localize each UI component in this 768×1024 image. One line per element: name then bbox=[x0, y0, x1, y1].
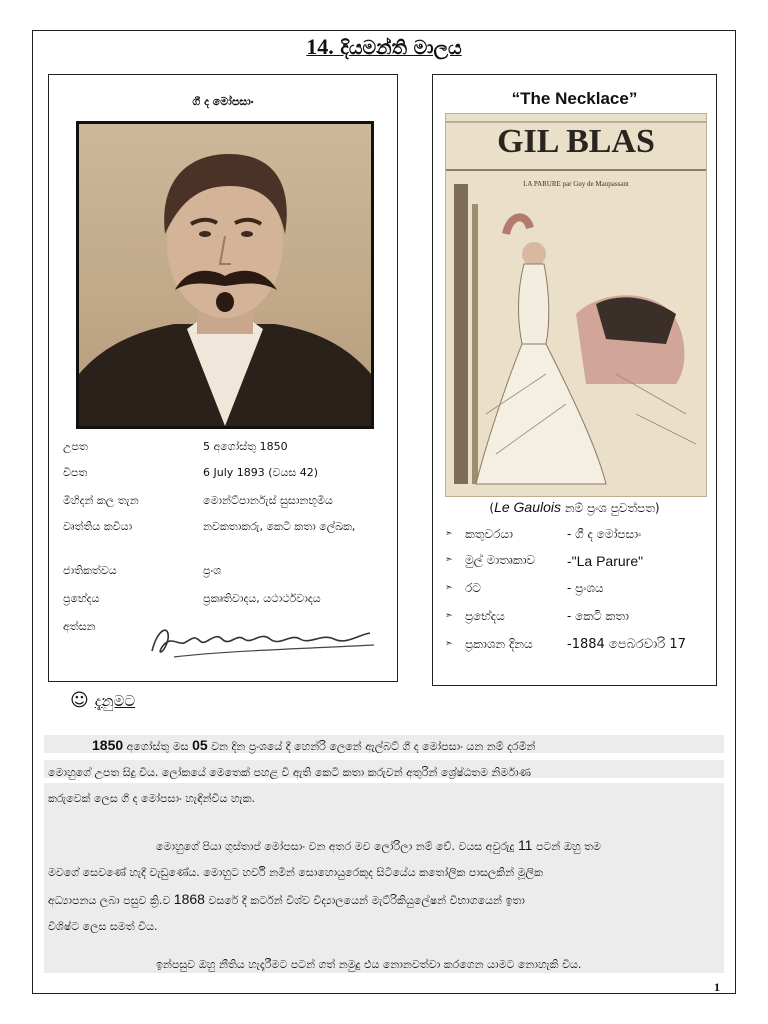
fact-row: ➣ කතුවරයා - ගී ද මෝපසාං bbox=[445, 527, 642, 541]
story-english-title: “The Necklace” bbox=[511, 89, 638, 108]
note-heading: ☺ දැනුමට bbox=[70, 690, 136, 711]
paragraph-2: මොහුගේ පියා ගුස්තාප් මෝපසාං වන අතර මව ලෝරිලා නම් වේ. වයස අවුරුදු 11 පටන් ඔහු තම මවගේ සෙවණේ හැදී වැඩුණේය. මොහුට හර්වි නමින් සොහොයුරෙකුද සිටියේය කතෝලික පාසලකින් මූලික අධ්‍යාපනය ලබා පසුව ක්‍රි.ව 1868 වසරේ දී කර්ටන් විශ්ව විද්‍යාලයෙන් මැට්රිකියුලේෂන් විභාගයෙන් ඉතා විශිෂ්ට ලෙස සමත් විය. bbox=[48, 837, 601, 933]
title-text: දියමන්ති මාලය bbox=[340, 37, 462, 59]
author-portrait bbox=[76, 121, 374, 429]
cover-subtitle: LA PARURE par Guy de Maupassant bbox=[523, 180, 629, 188]
story-card bbox=[432, 74, 717, 686]
cover-masthead: GIL BLAS bbox=[497, 123, 655, 160]
fact-row: ➣ ප්‍රකාශන දිනය -1884 පෙබරවාරි 17 bbox=[445, 637, 686, 652]
bullet-arrow-icon: ➣ bbox=[445, 639, 453, 649]
title-number: 14. bbox=[306, 34, 334, 59]
fact-row: ➣ ප්‍රභේදය - කෙටි කතා bbox=[445, 609, 629, 623]
fact-row: ➣ මුල් මාතෘකාව -"La Parure" bbox=[445, 553, 644, 569]
gil-blas-cover-image bbox=[445, 113, 707, 497]
bullet-arrow-icon: ➣ bbox=[445, 555, 453, 565]
signature-image bbox=[144, 617, 384, 665]
smiley-icon: ☺ bbox=[70, 690, 89, 711]
author-name: ගී ද මෝපසාං bbox=[192, 95, 254, 108]
bullet-arrow-icon: ➣ bbox=[445, 583, 453, 593]
cover-caption: (Le Gaulois නම් ප්‍රංශ පුවත්පත) bbox=[489, 499, 660, 515]
paragraph-1: 1850 අගෝස්තු මස 05 වන දින ප්‍රංශයේ දී හෙන්රි ලෙනේ ඇල්බට් ගී ද මෝපසාං යන නම් දරමින් මොහුගේ උපත සිදු විය. ලෝකයේ මෙතෙක් පහළ වී ඇති කෙටි කතා කරුවන් අතුරින් ශ්‍රේෂ්ඨතම නිර්මාණ කරුවෙක් ලෙස ගී ද මෝපසාං හැඳින්විය හැක. bbox=[48, 737, 536, 805]
page-title bbox=[0, 34, 768, 60]
fact-row: ➣ රට - ප්‍රංශය bbox=[445, 581, 604, 595]
bullet-arrow-icon: ➣ bbox=[445, 529, 453, 539]
bullet-arrow-icon: ➣ bbox=[445, 611, 453, 621]
author-card: ගී ද මෝපසාං උපත 5 අගෝස්තු 1850 විපත 6 July 1893 (වයස 42) මිහිදන් කල තැන මොන්ට්පාර්නැස් සුසානභූමිය වෘත්තිය කවියා නවකතාකරු, කෙටි කතා ලේඛක, ජාතිකත්වය ප්‍රංශ ප්‍රභේදය ප්‍රකෘතිවාදය, යථාර්ථවාදය අත්සන bbox=[48, 74, 398, 682]
page-number: 1 bbox=[714, 980, 720, 994]
paragraph-3: ඉන්පසුව ඔහු නීතිය හැදෑරීමට පටන් ගත් නමුදු එය නොනවත්වා කරගෙන යාමට නොහැකි විය. bbox=[156, 958, 582, 971]
